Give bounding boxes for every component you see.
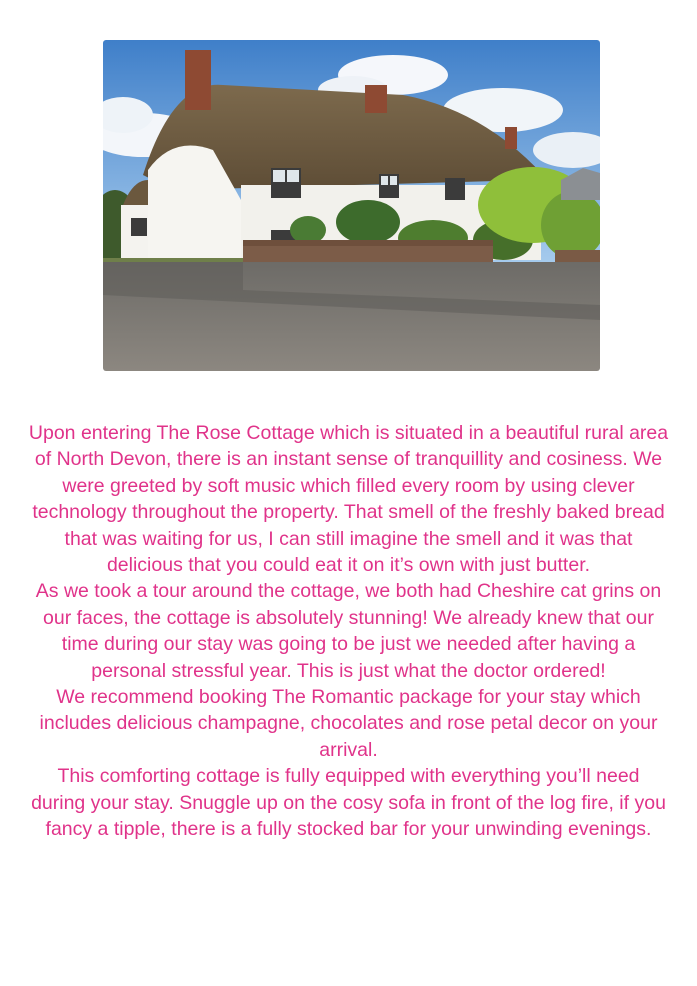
review-paragraph: Upon entering The Rose Cottage which is situated in a beautiful rural area of North Devon, there is an instant sense of tranquillity and cosiness. We were greeted by soft music which filled every room by using clever technology throughout the property. That smell of the freshly baked bread that was waiting for us, I can still imagine the smell and it was that delicious that you could eat it on it’s own with just butter. (28, 422, 669, 577)
cottage-photo (103, 40, 600, 371)
review-paragraph: This comforting cottage is fully equipped with everything you’ll need during your stay. Snuggle up on the cosy sofa in front of the log fire, if you fancy a tipple, there is a fully stocked bar for your unwinding evenings. (31, 765, 666, 841)
review-text (28, 420, 669, 843)
review-paragraph: We recommend booking The Romantic package for your stay which includes delicious champagne, chocolates and rose petal decor on your arrival. (39, 686, 658, 761)
review-paragraph: As we took a tour around the cottage, we both had Cheshire cat grins on our faces, the cottage is absolutely stunning! We already knew that our time during our stay was going to be just we needed after having a personal stressful year. This is just what the doctor ordered! (35, 580, 662, 682)
